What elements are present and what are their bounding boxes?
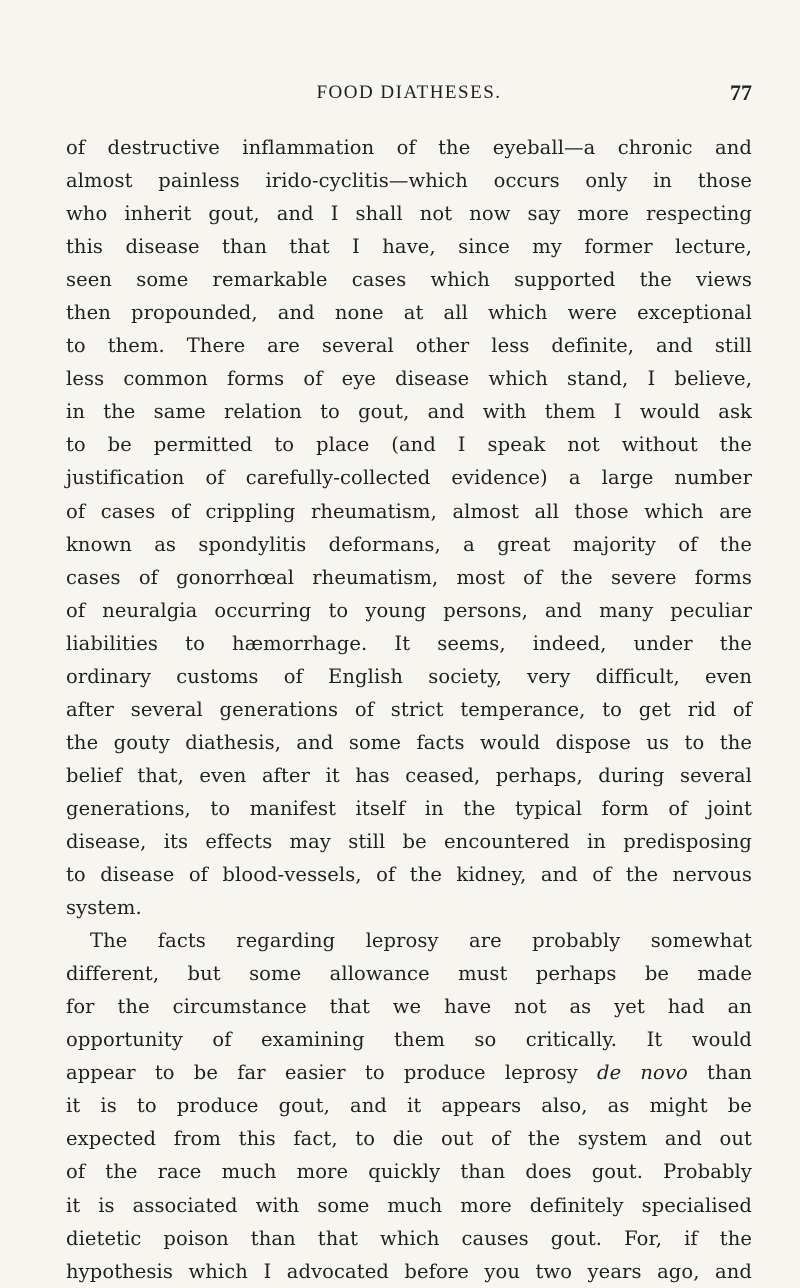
text-line: it is associated with some much more definitely specialised <box>66 1193 752 1217</box>
text-line: known as spondylitis deformans, a great majority of the <box>66 532 752 556</box>
text-line: ordinary customs of English society, very difficult, even <box>66 664 752 688</box>
text-line: to disease of blood-vessels, of the kidney, and of the nervous <box>66 863 752 887</box>
text-line: less common forms of eye disease which stand, I believe, <box>66 367 752 391</box>
text-line: of cases of crippling rheumatism, almost all those which are <box>66 499 752 523</box>
text-line: liabilities to hæmorrhage. It seems, indeed, under the <box>66 631 752 655</box>
text-line <box>66 1056 752 1089</box>
text-line: it is to produce gout, and it appears also, as might be <box>66 1094 752 1118</box>
text-line: expected from this fact, to die out of the system and out <box>66 1127 752 1151</box>
text-span: than <box>687 1061 752 1085</box>
text-line: different, but some allowance must perhaps be made <box>66 962 752 986</box>
running-head <box>66 82 752 112</box>
text-line: justification of carefully-collected evidence) a large number <box>66 466 752 490</box>
text-line: after several generations of strict temperance, to get rid of <box>66 697 752 721</box>
paragraph-start-line: The facts regarding leprosy are probably somewhat <box>90 929 752 953</box>
text-line: this disease than that I have, since my former lecture, <box>66 235 752 259</box>
page-number: 77 <box>730 80 752 105</box>
text-line: for the circumstance that we have not as yet had an <box>66 995 752 1019</box>
text-line: system. <box>66 896 142 920</box>
text-line: generations, to manifest itself in the typical form of joint <box>66 796 752 820</box>
text-line: almost painless irido-cyclitis—which occurs only in those <box>66 169 752 193</box>
text-line: hypothesis which I advocated before you two years ago, and <box>66 1259 752 1283</box>
text-line: opportunity of examining them so critically. It would <box>66 1028 752 1052</box>
text-span: appear to be far easier to produce leprosy <box>66 1061 597 1085</box>
text-line: then propounded, and none at all which were exceptional <box>66 301 752 325</box>
text-line: to be permitted to place (and I speak not without the <box>66 433 752 457</box>
running-title: FOOD DIATHESES. <box>316 82 502 103</box>
text-line: who inherit gout, and I shall not now say more respecting <box>66 202 752 226</box>
text-line: in the same relation to gout, and with them I would ask <box>66 400 752 424</box>
text-line: cases of gonorrhœal rheumatism, most of the severe forms <box>66 565 752 589</box>
text-line: disease, its effects may still be encountered in predisposing <box>66 829 752 853</box>
text-line: of destructive inflammation of the eyeball—a chronic and <box>66 136 752 159</box>
text-line: belief that, even after it has ceased, perhaps, during several <box>66 763 752 787</box>
italic-phrase: de novo <box>596 1061 688 1085</box>
text-line: to them. There are several other less definite, and still <box>66 334 752 358</box>
text-line: dietetic poison than that which causes gout. For, if the <box>66 1226 752 1250</box>
text-line: seen some remarkable cases which supported the views <box>66 268 752 292</box>
body-text <box>66 131 752 1288</box>
text-line: the gouty diathesis, and some facts would dispose us to the <box>66 730 752 754</box>
text-line: of neuralgia occurring to young persons, and many peculiar <box>66 598 752 622</box>
text-line: of the race much more quickly than does gout. Probably <box>66 1160 752 1184</box>
